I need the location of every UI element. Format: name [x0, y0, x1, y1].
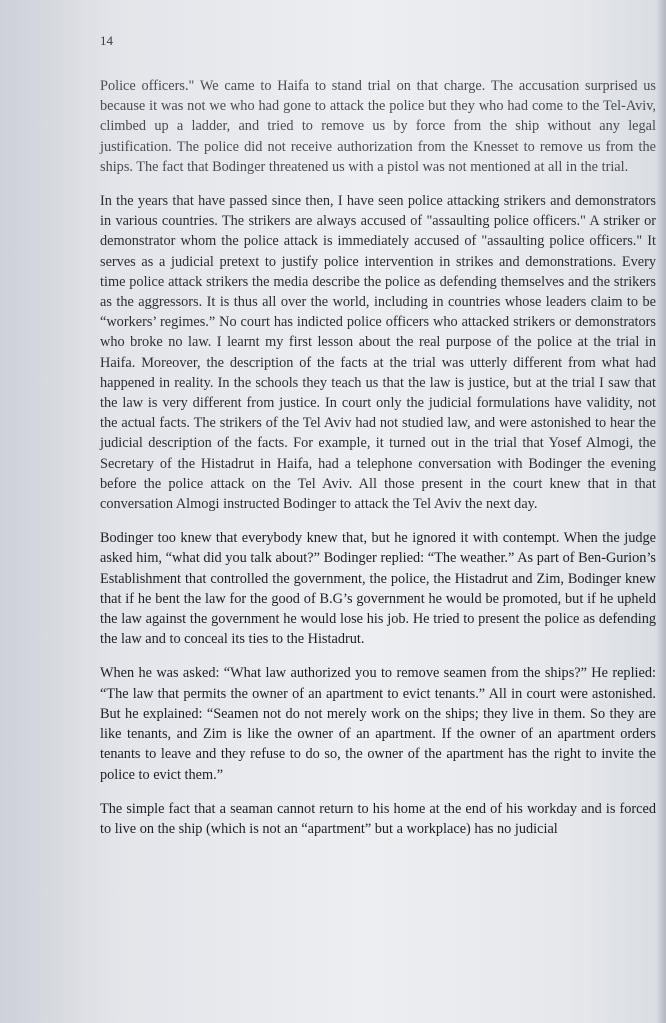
paragraph-police-attacks: In the years that have passed since then, I have seen police attacking strikers and demonstrators in various countries. The strikers are always accused of "assaulting police officers." A striker or demonstrator whom the police attack is immediately accused of "assaulting police officers." It serves as a judicial pretext to justify police intervention in strikes and demonstrations. Every time police attack strikers the media describe the police as defending themselves and the strikers as the aggressors. It is thus all over the world, including in countries whose leaders claim to be “workers’ regimes.” No court has indicted police officers who attacked strikers or demonstrators who broke no law. I learnt my first lesson about the real purpose of the police at the trial in Haifa. Moreover, the description of the facts at the trial was utterly different from what had happened in reality. In the schools they teach us that the law is justice, but at the trial I saw that the law is very different from justice. In court only the judicial formulations have validity, not the actual facts. The strikers of the Tel Aviv had not studied law, and were astonished to hear the judicial description of the facts. For example, it turned out in the trial that Yosef Almogi, the Secretary of the Histadrut in Haifa, had a telephone conversation with Bodinger the evening before the police attack on the Tel Aviv. All those present in the court knew that in that conversation Almogi instructed Bodinger to attack the Tel Aviv the next day. — [100, 193, 656, 513]
paragraph-trial-charge: Police officers." We came to Haifa to stand trial on that charge. The accusation surprised us because it was not we who had gone to attack the police but they who had come to the Tel-Aviv, climbed up a ladder, and tried to remove us by force from the ship without any legal justification. The police did not receive authorization from the Knesset to remove us from the ships. The fact that Bodinger threatened us with a pistol was not mentioned at all in the trial. — [100, 78, 656, 175]
page-edge-shadow — [656, 0, 666, 1023]
paragraph-bodinger-contempt: Bodinger too knew that everybody knew that, but he ignored it with contempt. When the judge asked him, “what did you talk about?” Bodinger replied: “The weather.” As part of Ben-Gurion’s Establishment that controlled the government, the police, the Histadrut and Zim, Bodinger knew that if he bent the law for the good of B.G’s government he would be promoted, but if he upheld the law against the government he would lose his job. He tried to present the police as defending the law and to conceal its ties to the Histadrut. — [100, 530, 656, 648]
page-body — [100, 76, 656, 853]
paragraph-seaman-fact: The simple fact that a seaman cannot return to his home at the end of his workday and is forced to live on the ship (which is not an “apartment” but a workplace) has no judicial — [100, 800, 656, 837]
paragraph-law-question: When he was asked: “What law authorized you to remove seamen from the ships?” He replied: “The law that permits the owner of an apartment to evict tenants.” All in court were astonished. But he explained: “Seamen not do not merely work on the ships; they live in them. So they are like tenants, and Zim is like the owner of an apartment. If the owner of an apartment orders tenants to leave and they refuse to do so, the owner of the apartment has the right to invite the police to evict them.” — [100, 665, 656, 783]
page-number: 14 — [100, 33, 113, 48]
